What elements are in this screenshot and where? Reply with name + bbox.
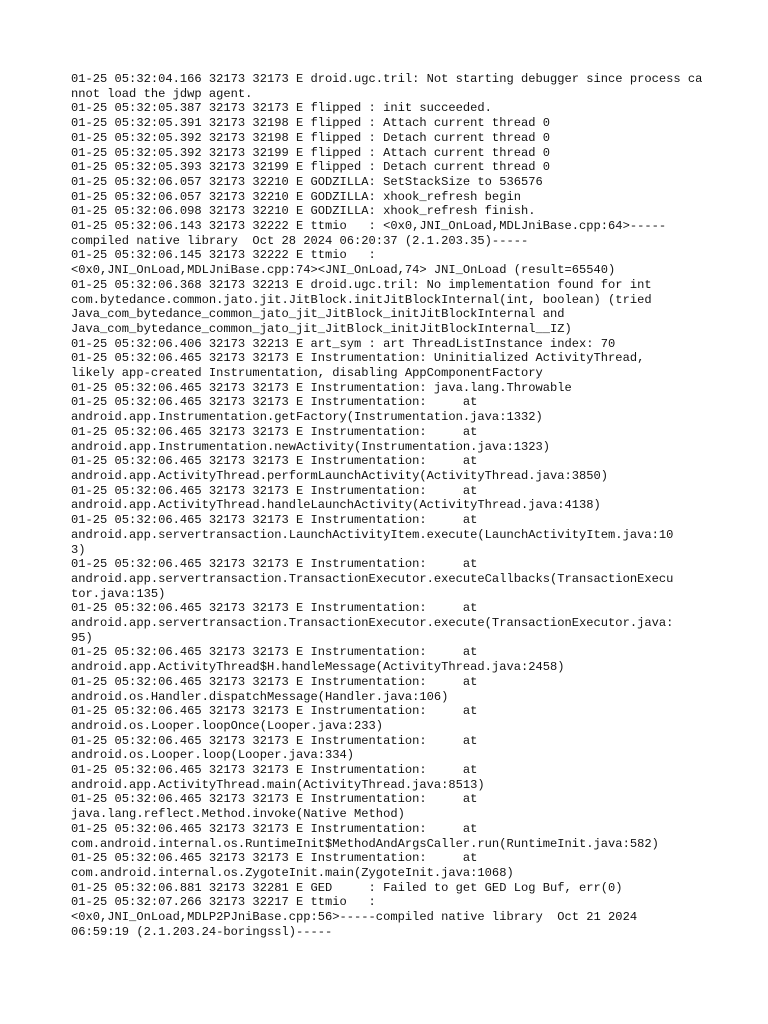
log-line: 01-25 05:32:05.392 32173 32199 E flipped : Attach current thread 0 — [71, 145, 550, 160]
log-line: 01-25 05:32:06.465 32173 32173 E Instrumentation: at android.app.ActivityThread.performLaunchActivity(ActivityThread.java:3850) — [71, 454, 609, 483]
log-line: 01-25 05:32:06.465 32173 32173 E Instrumentation: at android.app.servertransaction.LaunchActivityItem.execute(LaunchActivityItem.java:10 3) — [71, 513, 674, 557]
log-line: 01-25 05:32:06.465 32173 32173 E Instrumentation: at android.app.Instrumentation.getFactory(Instrumentation.java:1332) — [71, 395, 543, 425]
log-line: 01-25 05:32:06.368 32173 32213 E droid.ugc.tril: No implementation found for int com.bytedance.common.jato.jit.JitBlock.initJitBlockInternal(int, boolean) (tried Java_com_bytedance_common_jato_jit_JitBlock_initJitBlockInternal and Java_com_bytedance_common_jato_jit_JitBlock_initJitBlockInternal__IZ) — [71, 277, 652, 336]
log-line: 01-25 05:32:07.266 32173 32217 E ttmio : <0x0,JNI_OnLoad,MDLP2PJniBase.cpp:56>-----compiled native library Oct 21 2024 06:59:19 (2.1.203.24-boringssl)----- — [71, 895, 638, 939]
log-line: 01-25 05:32:06.465 32173 32173 E Instrumentation: java.lang.Throwable — [71, 380, 572, 395]
log-line: 01-25 05:32:06.098 32173 32210 E GODZILLA: xhook_refresh finish. — [71, 204, 536, 219]
log-line: 01-25 05:32:06.057 32173 32210 E GODZILLA: xhook_refresh begin — [71, 189, 521, 204]
log-document — [71, 72, 705, 939]
log-line: 01-25 05:32:05.391 32173 32198 E flipped : Attach current thread 0 — [71, 116, 550, 131]
log-line: 01-25 05:32:06.465 32173 32173 E Instrumentation: at com.android.internal.os.RuntimeInit$MethodAndArgsCaller.run(RuntimeInit.java:582) — [71, 821, 659, 851]
log-line: 01-25 05:32:06.465 32173 32173 E Instrumentation: at android.app.servertransaction.TransactionExecutor.executeCallbacks(TransactionExecu tor.java:135) — [71, 557, 674, 601]
log-line: 01-25 05:32:06.465 32173 32173 E Instrumentation: at android.os.Looper.loop(Looper.java:334) — [71, 733, 478, 763]
log-line: 01-25 05:32:06.465 32173 32173 E Instrumentation: Uninitialized ActivityThread, likely app-created Instrumentation, disabling AppComponentFactory — [71, 351, 645, 381]
log-line: 01-25 05:32:06.465 32173 32173 E Instrumentation: at android.app.servertransaction.TransactionExecutor.execute(TransactionExecutor.java: 95) — [71, 601, 674, 645]
log-line: 01-25 05:32:06.465 32173 32173 E Instrumentation: at android.app.ActivityThread.handleLaunchActivity(ActivityThread.java:4138) — [71, 483, 601, 513]
log-line: 01-25 05:32:04.166 32173 32173 E droid.ugc.tril: Not starting debugger since process cannot load the jdwp agent. — [71, 72, 703, 101]
log-line: 01-25 05:32:06.057 32173 32210 E GODZILLA: SetStackSize to 536576 — [71, 174, 543, 189]
log-line: 01-25 05:32:06.465 32173 32173 E Instrumentation: at android.app.ActivityThread$H.handleMessage(ActivityThread.java:2458) — [71, 645, 565, 675]
log-line: 01-25 05:32:05.393 32173 32199 E flipped : Detach current thread 0 — [71, 160, 550, 175]
log-line: 01-25 05:32:06.406 32173 32213 E art_sym : art ThreadListInstance index: 70 — [71, 336, 616, 351]
log-line: 01-25 05:32:06.465 32173 32173 E Instrumentation: at android.os.Handler.dispatchMessage(Handler.java:106) — [71, 674, 478, 704]
log-line: 01-25 05:32:06.145 32173 32222 E ttmio : <0x0,JNI_OnLoad,MDLJniBase.cpp:74><JNI_OnLoad,74> JNI_OnLoad (result=65540) — [71, 248, 616, 278]
log-line: 01-25 05:32:06.143 32173 32222 E ttmio : <0x0,JNI_OnLoad,MDLJniBase.cpp:64>----- compiled native library Oct 28 2024 06:20:37 (2.1.203.35)----- — [71, 219, 667, 248]
log-line: 01-25 05:32:06.881 32173 32281 E GED : Failed to get GED Log Buf, err(0) — [71, 880, 623, 895]
log-line: 01-25 05:32:06.465 32173 32173 E Instrumentation: at java.lang.reflect.Method.invoke(Native Method) — [71, 792, 478, 822]
log-line: 01-25 05:32:05.387 32173 32173 E flipped : init succeeded. — [71, 101, 492, 116]
log-line: 01-25 05:32:06.465 32173 32173 E Instrumentation: at android.app.Instrumentation.newActivity(Instrumentation.java:1323) — [71, 424, 550, 454]
log-line: 01-25 05:32:05.392 32173 32198 E flipped : Detach current thread 0 — [71, 130, 550, 145]
log-line: 01-25 05:32:06.465 32173 32173 E Instrumentation: at com.android.internal.os.ZygoteInit.main(ZygoteInit.java:1068) — [71, 851, 514, 880]
log-line: 01-25 05:32:06.465 32173 32173 E Instrumentation: at android.os.Looper.loopOnce(Looper.java:233) — [71, 704, 478, 733]
log-line: 01-25 05:32:06.465 32173 32173 E Instrumentation: at android.app.ActivityThread.main(ActivityThread.java:8513) — [71, 763, 485, 792]
